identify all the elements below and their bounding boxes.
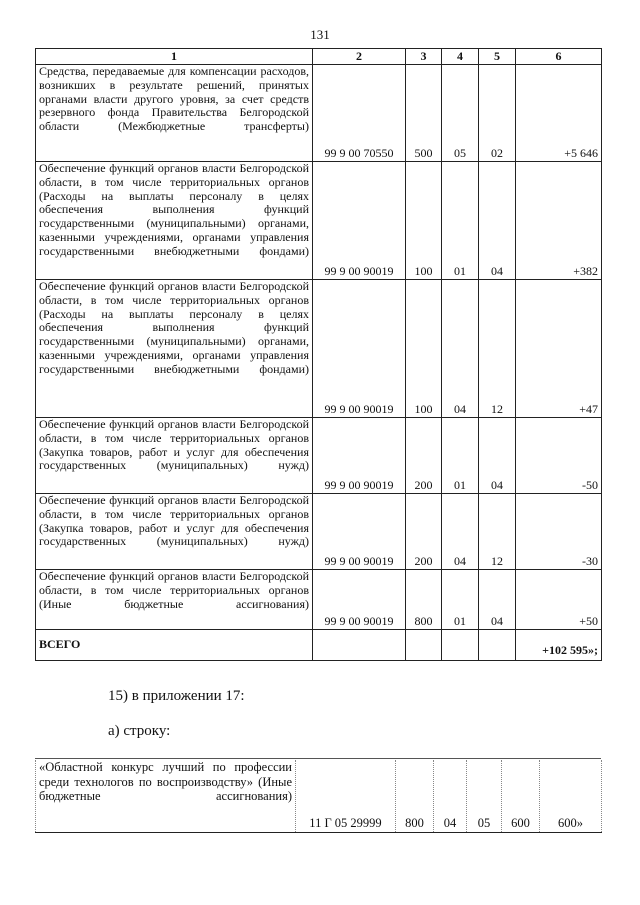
row-name: Обеспечение функций органов власти Белгородской области, в том числе территориальных органов (Расходы на выплаты персоналу в целях обеспечения выполнения функций государственными (муниципальными) органами, казенными учреждениями, органами управления государственными внебюджетными фондами) xyxy=(36,280,313,418)
row-name: Обеспечение функций органов власти Белгородской области, в том числе территориальных органов (Закупка товаров, работ и услуг для обеспечения государственных (муниципальных) нужд) xyxy=(36,494,313,570)
row-col4: 01 xyxy=(442,570,479,630)
header-cell: 1 xyxy=(36,49,313,65)
row-col5: 04 xyxy=(479,418,516,494)
row-col5: 04 xyxy=(479,570,516,630)
row-name: Обеспечение функций органов власти Белгородской области, в том числе территориальных органов (Расходы на выплаты персоналу в целях обеспечения выполнения функций государственными (муниципальными) органами, казенными учреждениями, органами управления государственными внебюджетными фондами) xyxy=(36,162,313,280)
row-code: 99 9 00 90019 xyxy=(313,570,406,630)
row-amount: +50 xyxy=(516,570,602,630)
header-cell: 4 xyxy=(442,49,479,65)
total-empty-cell xyxy=(313,630,406,661)
row-amount: +47 xyxy=(516,280,602,418)
table2-top-border xyxy=(35,758,601,759)
row-code: 99 9 00 70550 xyxy=(313,65,406,162)
row-col3: 100 xyxy=(406,162,442,280)
row-amount: -30 xyxy=(516,494,602,570)
row-col3: 500 xyxy=(406,65,442,162)
row-amount: -50 xyxy=(516,418,602,494)
row-col5: 04 xyxy=(479,162,516,280)
table-row xyxy=(36,280,602,418)
header-cell: 2 xyxy=(313,49,406,65)
row-col4: 01 xyxy=(442,418,479,494)
amendment-item: 15) в приложении 17: xyxy=(108,688,245,704)
total-label: ВСЕГО xyxy=(36,630,313,661)
header-cell: 5 xyxy=(479,49,516,65)
row-col5: 02 xyxy=(479,65,516,162)
header-cell: 6 xyxy=(516,49,602,65)
total-row xyxy=(36,630,602,661)
row-col4: 04 xyxy=(442,280,479,418)
row-code: 99 9 00 90019 xyxy=(313,418,406,494)
row-code: 11 Г 05 29999 xyxy=(296,760,396,833)
row-col3: 100 xyxy=(406,280,442,418)
row-amount: +382 xyxy=(516,162,602,280)
row-code: 99 9 00 90019 xyxy=(313,280,406,418)
row-col5: 12 xyxy=(479,280,516,418)
row-amount: +5 646 xyxy=(516,65,602,162)
row-col4: 04 xyxy=(434,760,467,833)
total-empty-cell xyxy=(442,630,479,661)
row-col3: 800 xyxy=(396,760,434,833)
amendment-table xyxy=(35,760,602,833)
table-row xyxy=(36,494,602,570)
row-col4: 04 xyxy=(442,494,479,570)
table-header-row xyxy=(36,49,602,65)
row-name: «Областной конкурс лучший по профессии среди технологов по воспроизводству» (Иные бюджетные ассигнования) xyxy=(36,760,296,833)
total-value: +102 595»; xyxy=(516,630,602,661)
page-number: 131 xyxy=(310,27,330,42)
table-row xyxy=(36,162,602,280)
row-col3: 200 xyxy=(406,418,442,494)
row-code: 99 9 00 90019 xyxy=(313,494,406,570)
table-row xyxy=(36,418,602,494)
header-cell: 3 xyxy=(406,49,442,65)
amendment-subitem: а) строку: xyxy=(108,723,171,739)
row-col3: 800 xyxy=(406,570,442,630)
row-col7: 600» xyxy=(540,760,602,833)
total-empty-cell xyxy=(479,630,516,661)
row-col6: 600 xyxy=(502,760,540,833)
budget-table xyxy=(35,48,602,661)
total-empty-cell xyxy=(406,630,442,661)
table-row xyxy=(36,570,602,630)
row-col5: 05 xyxy=(467,760,502,833)
row-name: Средства, передаваемые для компенсации расходов, возникших в результате решений, принятых органами власти другого уровня, за счет средств резервного фонда Правительства Белгородской области (Межбюджетные трансферты) xyxy=(36,65,313,162)
row-name: Обеспечение функций органов власти Белгородской области, в том числе территориальных органов (Закупка товаров, работ и услуг для обеспечения государственных (муниципальных) нужд) xyxy=(36,418,313,494)
table-row xyxy=(36,760,602,833)
row-col4: 01 xyxy=(442,162,479,280)
row-code: 99 9 00 90019 xyxy=(313,162,406,280)
row-name: Обеспечение функций органов власти Белгородской области, в том числе территориальных органов (Иные бюджетные ассигнования) xyxy=(36,570,313,630)
table-row xyxy=(36,65,602,162)
row-col4: 05 xyxy=(442,65,479,162)
row-col5: 12 xyxy=(479,494,516,570)
row-col3: 200 xyxy=(406,494,442,570)
